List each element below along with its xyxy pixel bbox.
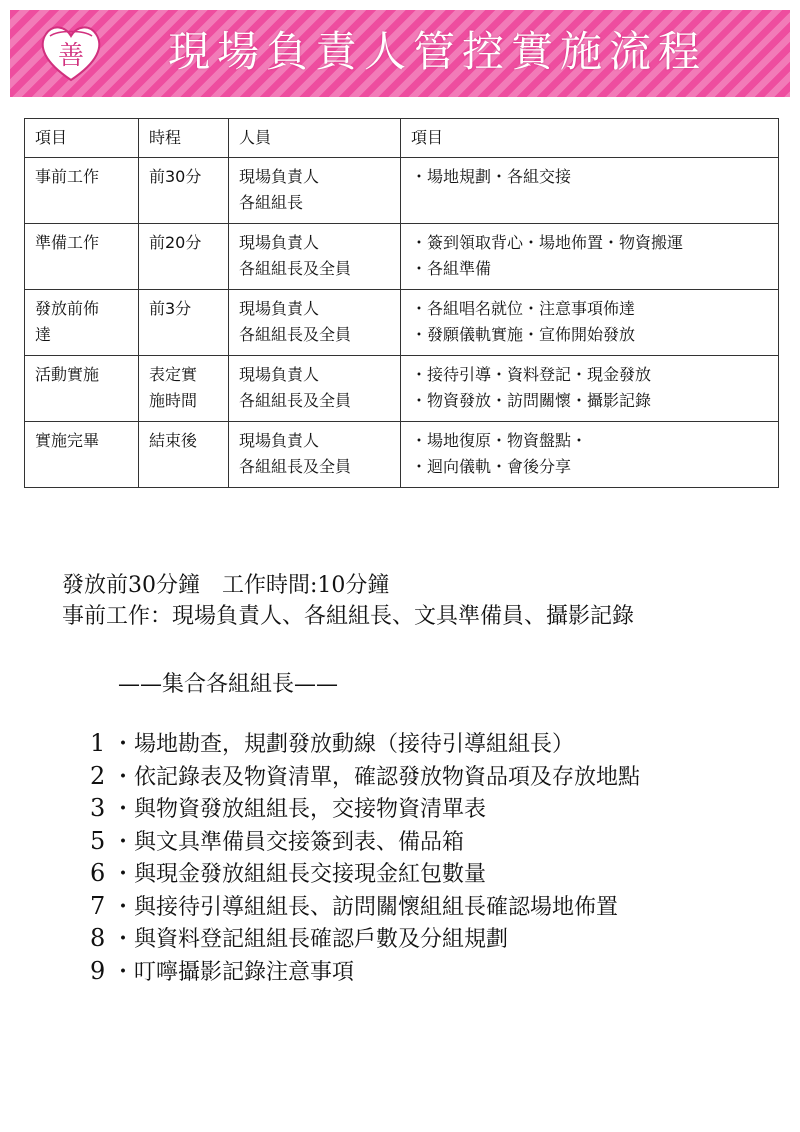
row-item: 實施完畢 (25, 422, 139, 488)
step-text: ・與文具準備員交接簽到表、備品箱 (112, 829, 465, 855)
table-row (25, 290, 779, 356)
step-text: ・與物資發放組組長，交接物資清單表 (112, 797, 487, 822)
list-item (90, 891, 640, 924)
time-line: 施時間 (149, 391, 198, 410)
item-line: 達 (35, 325, 52, 344)
row-staff (229, 356, 401, 422)
staff-line: 各組組長及全員 (239, 325, 352, 344)
col-header-staff: 人員 (229, 119, 401, 158)
staff-line: 現場負責人 (239, 233, 320, 252)
list-item (90, 923, 640, 956)
step-number: 8 (90, 924, 106, 952)
step-number: 2 (90, 761, 106, 790)
row-staff (229, 224, 401, 290)
row-time: 前30分 (139, 158, 229, 224)
task-line: ・迴向儀軌・會後分享 (411, 457, 572, 476)
page-title: 現場負責人管控實施流程 (168, 27, 708, 76)
task-line: ・簽到領取背心・場地佈置・物資搬運 (411, 233, 684, 252)
row-item (25, 290, 139, 356)
staff-line: 各組組長 (239, 193, 304, 212)
col-header-time: 時程 (139, 119, 229, 158)
list-item (90, 793, 640, 826)
task-line: ・接待引導・資料登記・現金發放 (411, 365, 652, 384)
row-item: 事前工作 (25, 158, 139, 224)
col-header-item: 項目 (25, 119, 139, 158)
time-line: 表定實 (149, 365, 198, 384)
step-text: ・場地勘查，規劃發放動線（接待引導組組長） (112, 732, 575, 757)
row-item: 活動實施 (25, 356, 139, 422)
task-line: ・物資發放・訪問關懷・攝影記錄 (411, 391, 652, 410)
task-line: ・發願儀軌實施・宣佈開始發放 (411, 325, 636, 344)
step-text: ・依記錄表及物資清單，確認發放物資品項及存放地點 (112, 764, 641, 790)
staff-line: 各組組長及全員 (239, 391, 352, 410)
logo-icon (34, 14, 108, 88)
table-row (25, 422, 779, 488)
list-item (90, 956, 640, 989)
table-row (25, 356, 779, 422)
row-staff (229, 422, 401, 488)
item-line: 發放前佈 (35, 299, 100, 318)
row-time: 結束後 (139, 422, 229, 488)
task-line: ・場地復原・物資盤點・ (411, 431, 588, 450)
table-row (25, 158, 779, 224)
row-staff (229, 158, 401, 224)
process-table (24, 118, 779, 488)
row-tasks (401, 224, 779, 290)
step-number: 7 (90, 891, 106, 920)
task-line: ・場地規劃・各組交接 (411, 167, 572, 186)
task-line: ・各組唱名就位・注意事項佈達 (411, 299, 636, 318)
notes-line: 發放前30分鐘 工作時間:10分鐘 (62, 573, 390, 598)
gather-heading: ——集合各組組長—— (118, 672, 339, 697)
staff-line: 現場負責人 (239, 299, 320, 318)
step-text: ・與接待引導組組長、訪問關懷組組長確認場地佈置 (112, 894, 619, 920)
row-tasks (401, 290, 779, 356)
step-number: 6 (90, 859, 106, 887)
table-row (25, 224, 779, 290)
step-number: 3 (90, 794, 106, 822)
row-tasks (401, 158, 779, 224)
step-number: 9 (90, 956, 106, 985)
logo-char: 善 (57, 41, 85, 71)
notes-line: 事前工作：現場負責人、各組組長、文具準備員、攝影記錄 (62, 604, 635, 629)
step-number: 1 (90, 729, 106, 757)
row-tasks (401, 422, 779, 488)
row-time: 前20分 (139, 224, 229, 290)
row-tasks (401, 356, 779, 422)
list-item (90, 728, 640, 761)
list-item (90, 858, 640, 891)
staff-line: 現場負責人 (239, 431, 320, 450)
step-text: ・與資料登記組組長確認戶數及分組規劃 (112, 927, 509, 952)
row-time (139, 356, 229, 422)
table-header-row (25, 119, 779, 158)
step-text: ・叮嚀攝影記錄注意事項 (112, 959, 355, 985)
staff-line: 現場負責人 (239, 167, 320, 186)
task-line: ・各組準備 (411, 259, 492, 278)
row-staff (229, 290, 401, 356)
row-time: 前3分 (139, 290, 229, 356)
step-text: ・與現金發放組組長交接現金紅包數量 (112, 862, 487, 887)
step-list (90, 728, 640, 988)
notes-block (62, 570, 634, 632)
staff-line: 各組組長及全員 (239, 457, 352, 476)
staff-line: 現場負責人 (239, 365, 320, 384)
staff-line: 各組組長及全員 (239, 259, 352, 278)
step-number: 5 (90, 826, 106, 855)
list-item (90, 761, 640, 794)
list-item (90, 826, 640, 859)
row-item: 準備工作 (25, 224, 139, 290)
col-header-tasks: 項目 (401, 119, 779, 158)
